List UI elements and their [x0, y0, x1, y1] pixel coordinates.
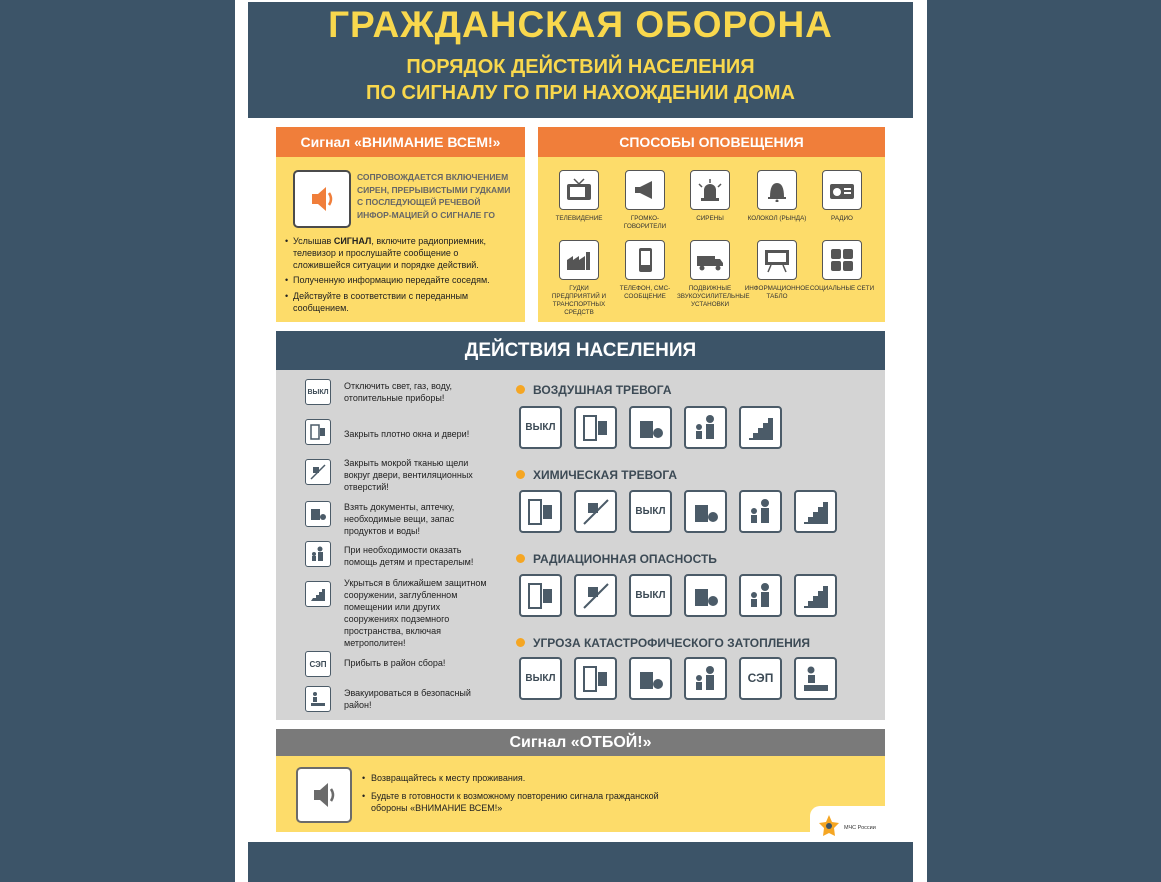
assembly-point-icon: СЭП — [305, 651, 331, 677]
legend-text: Укрыться в ближайшем защитном сооружении, заглубленном помещении или других сооружениях подземного пространства, включая метрополитен! — [344, 578, 487, 648]
bell-icon — [757, 170, 797, 210]
close-door-icon — [574, 406, 617, 449]
method-label: ГУДКИ ПРЕДПРИЯТИЙ И ТРАНСПОРТНЫХ СРЕДСТВ — [551, 285, 607, 316]
legend-text: Закрыть плотно окна и двери! — [344, 429, 470, 439]
loudspeaker-icon — [625, 170, 665, 210]
emchs-logo — [818, 814, 840, 840]
all-clear-bullet-1: • Возвращайтесь к месту проживания. — [371, 772, 671, 784]
power-off-icon: ВЫКЛ — [629, 490, 672, 533]
actions-title: ДЕЙСТВИЯ НАСЕЛЕНИЯ — [276, 331, 885, 370]
subtitle-line-1: ПОРЯДОК ДЕЙСТВИЙ НАСЕЛЕНИЯ — [406, 56, 755, 78]
seal-gaps-icon — [574, 490, 617, 533]
legend-text: При необходимости оказать помощь детям и престарелым! — [344, 545, 474, 567]
all-clear-title: Сигнал «ОТБОЙ!» — [276, 729, 885, 756]
method-label: ПОДВИЖНЫЕ ЗВУКОУСИЛИТЕЛЬНЫЕ УСТАНОВКИ — [677, 285, 750, 308]
seal-gaps-icon — [574, 574, 617, 617]
legend-text: Эвакуироваться в безопасный район! — [344, 688, 471, 710]
documents-icon — [684, 574, 727, 617]
tv-icon — [559, 170, 599, 210]
help-people-icon — [684, 657, 727, 700]
attention-bullet-1: • Услышав СИГНАЛ, включите радиоприемник, телевизор и прослушайте сообщение о сложившейся ситуации и порядке действий. — [293, 235, 518, 271]
close-door-icon — [574, 657, 617, 700]
page-title: ГРАЖДАНСКАЯ ОБОРОНА — [328, 4, 833, 45]
method-label: ГРОМКО-ГОВОРИТЕЛИ — [623, 215, 667, 230]
close-door-icon — [519, 574, 562, 617]
documents-icon — [684, 490, 727, 533]
attention-description: СОПРОВОЖДАЕТСЯ ВКЛЮЧЕНИЕМ СИРЕН, ПРЕРЫВИСТЫМИ ГУДКАМИ С ПОСЛЕДУЮЩЕЙ РЕЧЕВОЙ ИНФОР-МАЦИЕЙ О СИГНАЛЕ ГО — [357, 172, 511, 220]
power-off-icon: ВЫКЛ — [305, 379, 331, 405]
shelter-icon — [794, 574, 837, 617]
methods-title: СПОСОБЫ ОПОВЕЩЕНИЯ — [538, 127, 885, 157]
power-off-icon: ВЫКЛ — [519, 406, 562, 449]
emblem-text: МЧС России — [844, 825, 876, 831]
category-chemical: ХИМИЧЕСКАЯ ТРЕВОГА — [516, 468, 677, 482]
factory-icon — [559, 240, 599, 280]
siren-icon — [690, 170, 730, 210]
documents-icon — [629, 657, 672, 700]
help-people-icon — [305, 541, 331, 567]
legend-text: Отключить свет, газ, воду, отопительные приборы! — [344, 381, 452, 403]
help-people-icon — [739, 490, 782, 533]
category-radiation: РАДИАЦИОННАЯ ОПАСНОСТЬ — [516, 552, 717, 566]
social-icon — [822, 240, 862, 280]
power-off-icon: ВЫКЛ — [519, 657, 562, 700]
method-label: ИНФОРМАЦИОННОЕ ТАБЛО — [744, 285, 810, 300]
method-label: СИРЕНЫ — [696, 215, 724, 222]
evacuate-icon — [794, 657, 837, 700]
assembly-point-icon: СЭП — [739, 657, 782, 700]
truck-icon — [690, 240, 730, 280]
seal-gaps-icon — [305, 459, 331, 485]
attention-title: Сигнал «ВНИМАНИЕ ВСЕМ!» — [276, 127, 525, 157]
emblem — [810, 806, 888, 842]
header — [248, 2, 913, 118]
shelter-icon — [794, 490, 837, 533]
actions-panel — [276, 370, 885, 720]
category-flood: УГРОЗА КАТАСТРОФИЧЕСКОГО ЗАТОПЛЕНИЯ — [516, 636, 810, 650]
method-label: КОЛОКОЛ (РЫНДА) — [747, 215, 807, 222]
documents-icon — [629, 406, 672, 449]
close-door-icon — [519, 490, 562, 533]
power-off-icon: ВЫКЛ — [629, 574, 672, 617]
shelter-icon — [739, 406, 782, 449]
help-people-icon — [684, 406, 727, 449]
method-label: ТЕЛЕВИДЕНИЕ — [555, 215, 603, 222]
legend-text: Закрыть мокрой тканью щели вокруг двери, вентиляционных отверстий! — [344, 458, 473, 492]
radio-icon — [822, 170, 862, 210]
legend-text: Прибыть в район сбора! — [344, 658, 446, 668]
help-people-icon — [739, 574, 782, 617]
method-label: ТЕЛЕФОН, СМС-СООБЩЕНИЕ — [619, 285, 671, 300]
method-label: РАДИО — [831, 215, 853, 222]
subtitle-line-2: ПО СИГНАЛУ ГО ПРИ НАХОЖДЕНИИ ДОМА — [366, 82, 795, 104]
speaker-icon — [293, 170, 351, 228]
evacuate-icon — [305, 686, 331, 712]
attention-bullet-3: • Действуйте в соответствии с переданным сообщением. — [293, 290, 518, 314]
attention-panel — [276, 157, 525, 322]
speaker-icon — [296, 767, 352, 823]
close-door-icon — [305, 419, 331, 445]
methods-panel — [538, 157, 885, 322]
attention-bullet-2: • Полученную информацию передайте соседям. — [293, 274, 518, 286]
all-clear-panel — [276, 756, 885, 832]
all-clear-bullet-2: • Будьте в готовности к возможному повторению сигнала гражданской обороны «ВНИМАНИЕ ВСЕМ!» — [371, 790, 671, 814]
poster — [235, 0, 927, 882]
footer — [248, 842, 913, 882]
board-icon — [757, 240, 797, 280]
category-air-raid: ВОЗДУШНАЯ ТРЕВОГА — [516, 383, 671, 397]
documents-icon — [305, 501, 331, 527]
shelter-icon — [305, 581, 331, 607]
phone-icon — [625, 240, 665, 280]
legend-text: Взять документы, аптечку, необходимые вещи, запас продуктов и воды! — [344, 502, 455, 536]
method-label: СОЦИАЛЬНЫЕ СЕТИ — [809, 285, 875, 292]
